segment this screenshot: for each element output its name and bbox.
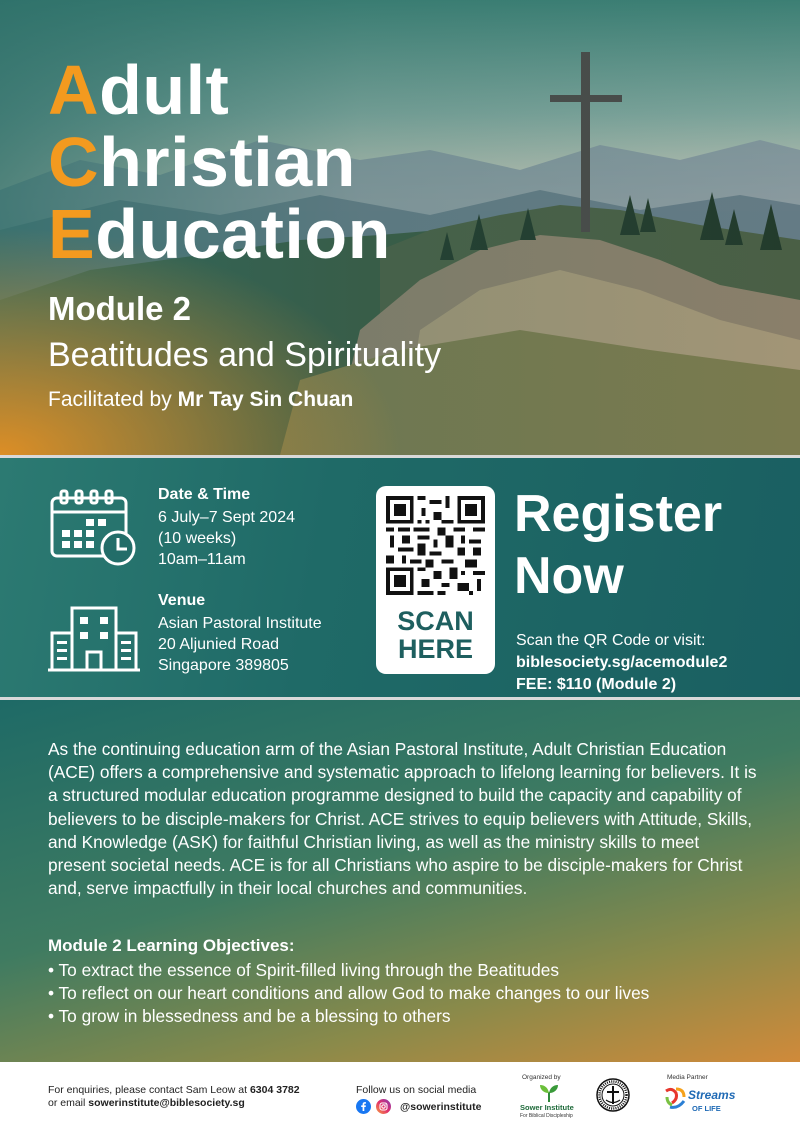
title-line-adult: Adult xyxy=(48,51,230,129)
register-link[interactable]: biblesociety.sg/acemodule2 xyxy=(516,654,728,671)
sower-institute-tagline: For Biblical Discipleship xyxy=(520,1113,573,1119)
about-paragraph: As the continuing education arm of the Asian Pastoral Institute, Adult Christian Education (ACE) offers a comprehensive and systematic approach to lifelong learning for believers. It is a structured modular education programme designed to build the capacity and capability of believers to be disciple-makers for Christ. ACE strives to equip believers with Attitude, Skills, and Knowledge (ASK) for faithful Christian living, as well as the ministry skills to meet present societal needs. ACE is for all Christians who aspire to be disciple-makers for Christ and, serve impactfully in their local churches and communities. xyxy=(48,739,757,899)
organized-by-label: Organized by xyxy=(522,1074,561,1081)
social-heading: Follow us on social media xyxy=(356,1084,477,1096)
enquiry-phone[interactable]: 6304 3782 xyxy=(249,1084,300,1096)
qr-card[interactable] xyxy=(376,486,495,674)
module-name: Beatitudes and Spirituality xyxy=(48,336,442,374)
module-number: Module 2 xyxy=(48,290,192,327)
venue-name: Asian Pastoral Institute xyxy=(158,615,322,632)
qr-code-icon[interactable] xyxy=(386,496,485,595)
sower-institute-name: Sower Institute xyxy=(520,1103,574,1112)
duration: (10 weeks) xyxy=(158,530,237,547)
facilitator-line: Facilitated by Mr Tay Sin Chuan xyxy=(48,388,354,411)
objectives-heading: Module 2 Learning Objectives: xyxy=(48,936,295,955)
title-line-christian: Christian xyxy=(48,123,356,201)
media-partner-label: Media Partner xyxy=(667,1074,708,1081)
building-icon xyxy=(48,605,140,673)
register-instruction: Scan the QR Code or visit: xyxy=(516,632,706,649)
sprout-logo-icon xyxy=(538,1084,560,1102)
api-seal-logo xyxy=(596,1078,630,1112)
objective-item: • To extract the essence of Spirit-filled living through the Beatitudes xyxy=(48,959,649,982)
about-section xyxy=(0,700,800,1062)
event-info-band xyxy=(0,455,800,700)
venue-street: 20 Aljunied Road xyxy=(158,636,279,653)
enquiry-email[interactable]: sowerinstitute@biblesociety.sg xyxy=(88,1097,245,1109)
instagram-icon[interactable] xyxy=(376,1099,391,1114)
footer xyxy=(0,1062,800,1132)
hero-banner xyxy=(0,0,800,455)
venue-label: Venue xyxy=(158,592,206,609)
facilitator-name: Mr Tay Sin Chuan xyxy=(177,388,354,411)
partner-name-line2: OF LIFE xyxy=(692,1104,721,1113)
streams-of-life-logo xyxy=(664,1087,688,1109)
objective-item: • To reflect on our heart conditions and allow God to make changes to our lives xyxy=(48,982,649,1005)
time: 10am–11am xyxy=(158,551,246,568)
facebook-icon[interactable] xyxy=(356,1099,371,1114)
date-label: Date & Time xyxy=(158,486,251,503)
register-heading-line2: Now xyxy=(514,547,624,605)
enquiry-info: For enquiries, please contact Sam Leow at 6304 3782 or email sowerinstitute@biblesociety.sg xyxy=(48,1084,300,1109)
fee: FEE: $110 (Module 2) xyxy=(516,676,677,693)
calendar-clock-icon xyxy=(48,488,140,568)
social-handle[interactable]: @sowerinstitute xyxy=(400,1101,482,1113)
date-range: 6 July–7 Sept 2024 xyxy=(158,509,295,526)
scan-line-2: HERE xyxy=(397,634,473,664)
scan-line-1: SCAN xyxy=(397,606,474,636)
partner-name-line1: Streams xyxy=(688,1088,736,1102)
register-heading-line1: Register xyxy=(514,485,723,543)
venue-postal: Singapore 389805 xyxy=(158,657,289,674)
title-line-education: Education xyxy=(48,195,391,273)
objectives-list xyxy=(48,959,649,1028)
objective-item: • To grow in blessedness and be a blessing to others xyxy=(48,1005,649,1028)
